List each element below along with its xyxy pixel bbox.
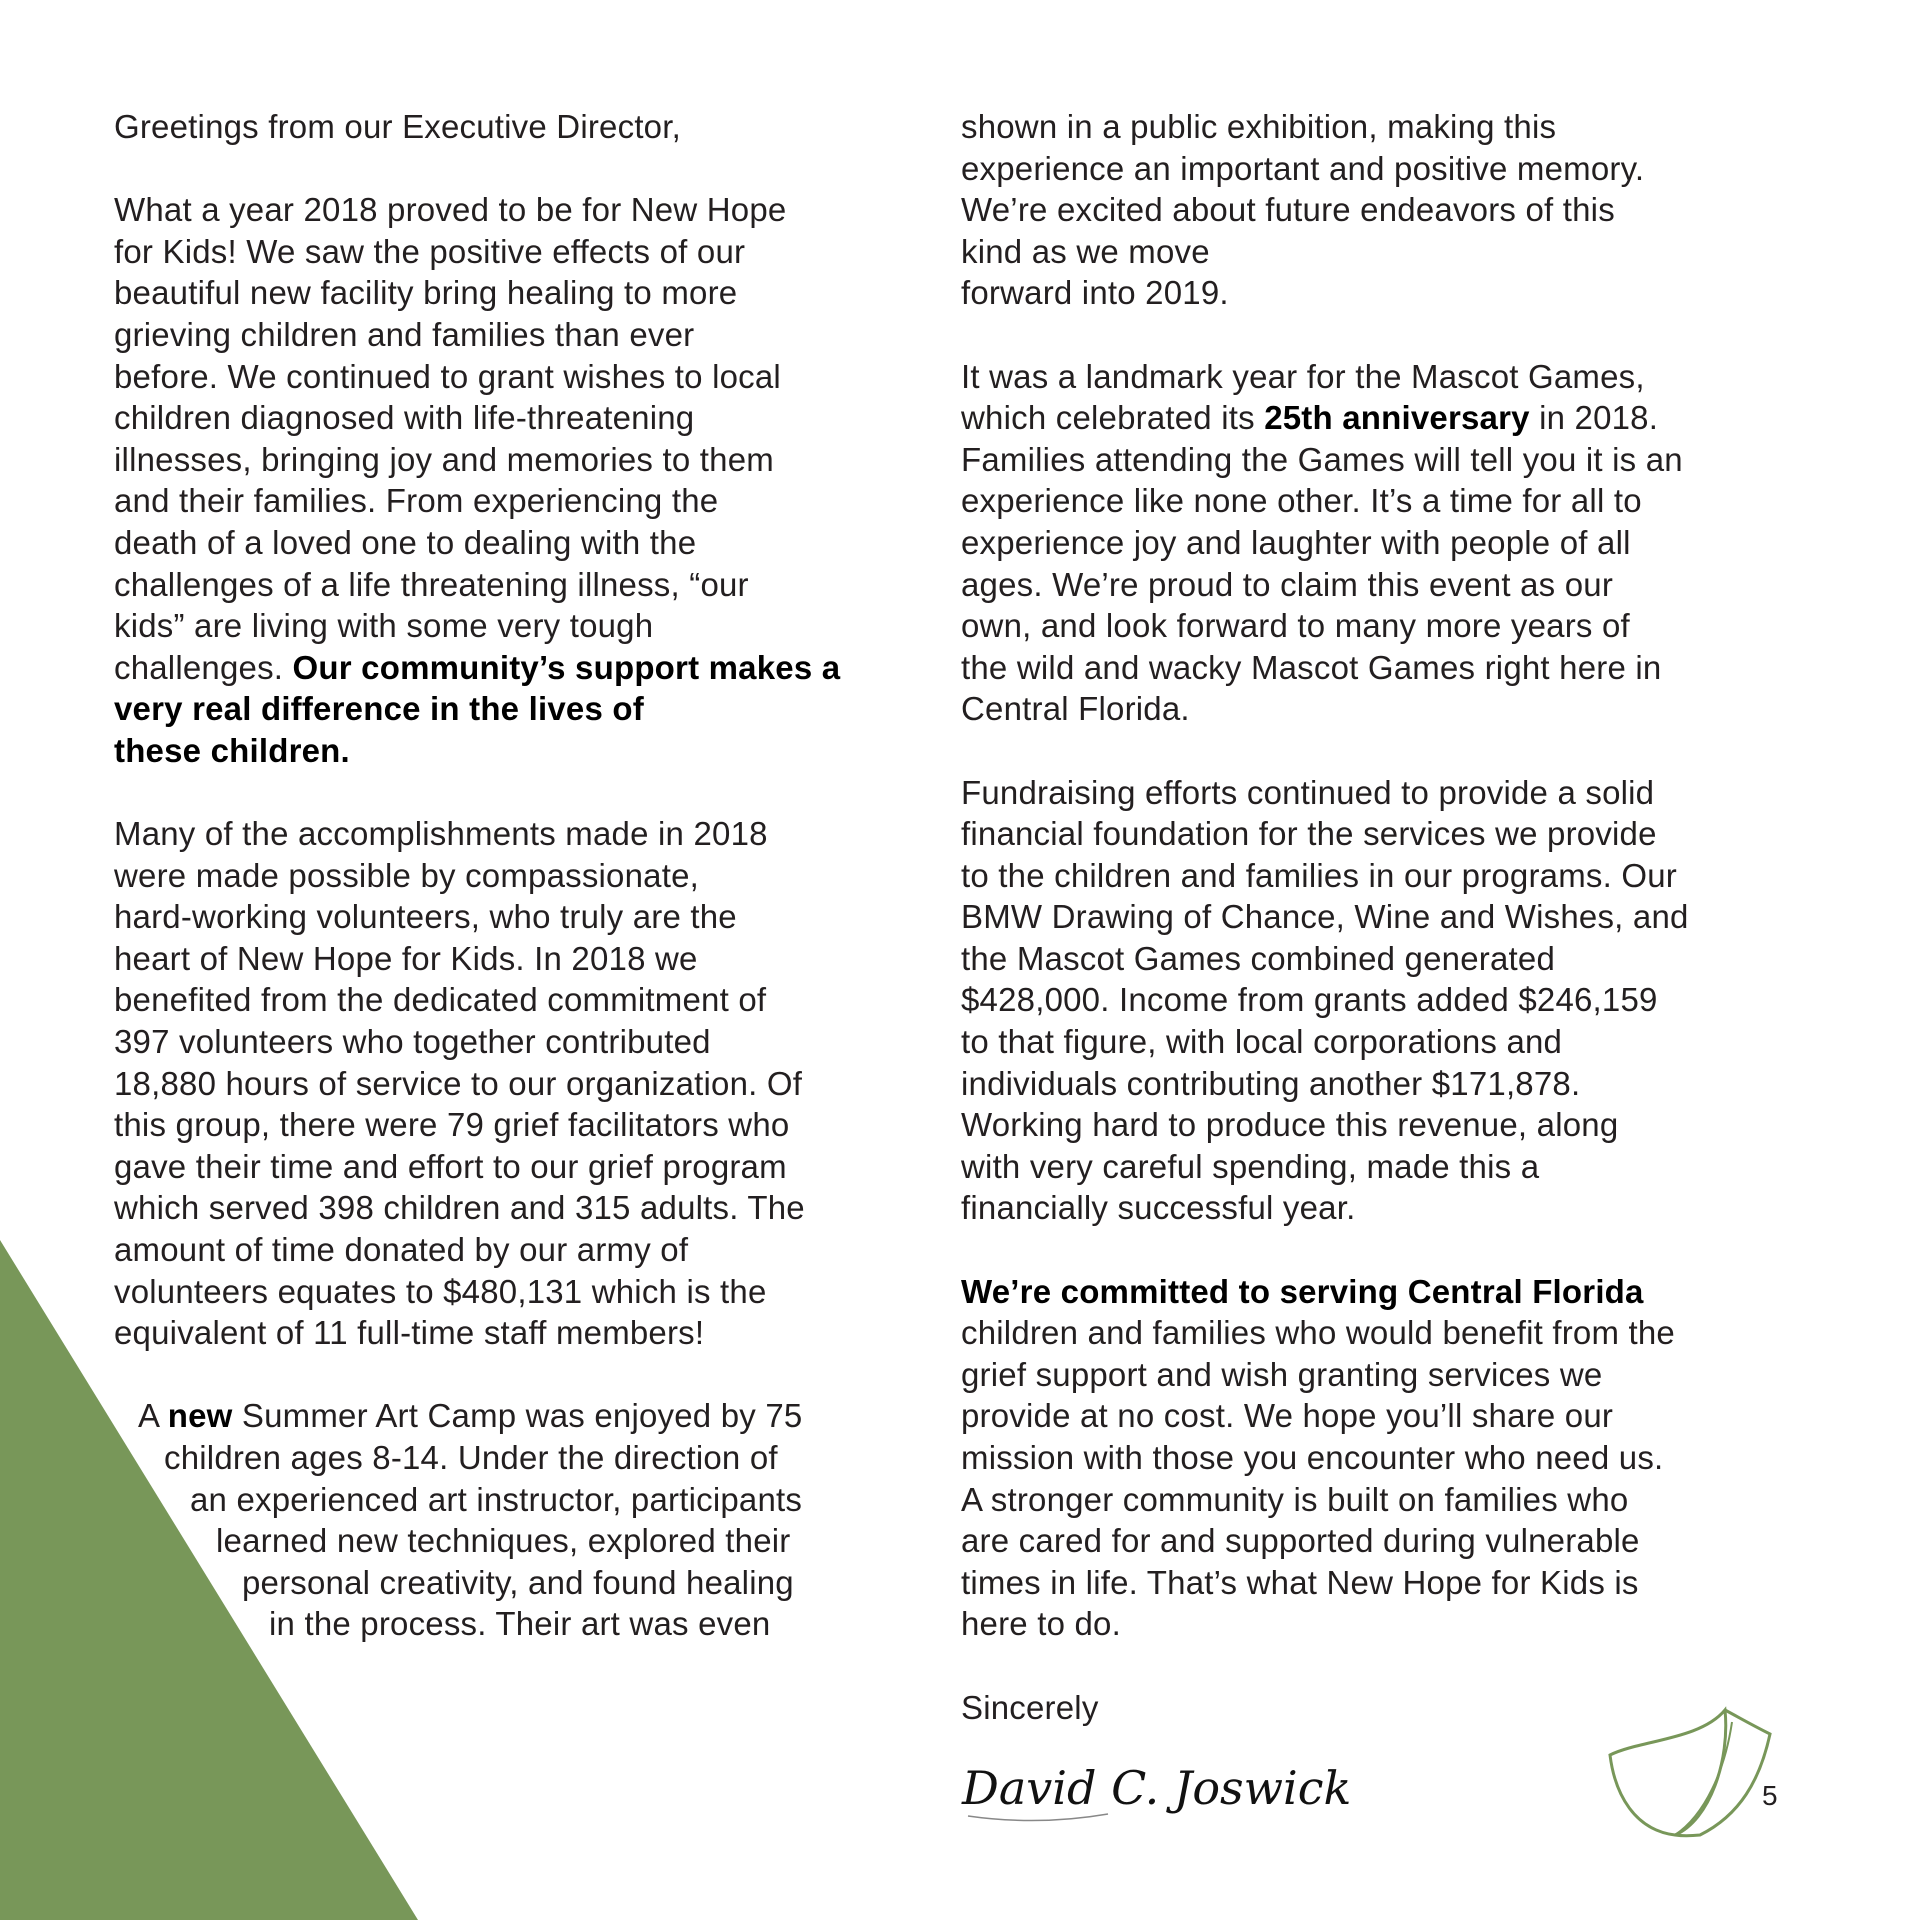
paragraph-fundraising [961,772,1861,1230]
text-line: forward into 2019. [961,274,1229,312]
bold-highlight: 25th anniversary [1264,399,1530,437]
text-line: benefited from the dedicated commitment of [114,981,767,1019]
text-line: which served 398 children and 315 adults. The [114,1189,805,1227]
text-line: the wild and wacky Mascot Games right here in [961,648,1662,686]
text-line: Central Florida. [961,690,1190,728]
text-line [114,647,934,689]
text-line: gave their time and effort to our grief program [114,1147,787,1185]
text-line: times in life. That’s what New Hope for Kids is [961,1563,1639,1601]
text-line: ages. We’re proud to claim this event as our [961,565,1614,603]
text-line: children and families who would benefit from the [961,1314,1675,1352]
text-line: experience joy and laughter with people of all [961,523,1631,561]
text-line: the Mascot Games combined generated [961,939,1555,977]
greeting-line: Greetings from our Executive Director, [114,108,681,145]
text-line: personal creativity, and found healing [242,1563,794,1601]
closing-text: Sincerely [961,1688,1099,1726]
text-line: kids” are living with some very tough [114,607,654,645]
text-line: and their families. From experiencing the [114,482,719,520]
text-line: kind as we move [961,232,1210,270]
text-line [961,397,1861,439]
leaf-icon [1600,1700,1780,1860]
text-line: for Kids! We saw the positive effects of our [114,232,746,270]
text-line: individuals contributing another $171,878. [961,1064,1581,1102]
text-line: hard-working volunteers, who truly are the [114,898,737,936]
bold-highlight: new [167,1397,233,1435]
text-line: $428,000. Income from grants added $246,159 [961,981,1658,1019]
text-line: to the children and families in our programs. Our [961,856,1677,894]
text-line: to that figure, with local corporations and [961,1023,1563,1061]
text-line: own, and look forward to many more years of [961,607,1630,645]
text-line: with very careful spending, made this a [961,1147,1540,1185]
text-line: 397 volunteers who together contributed [114,1023,711,1061]
text-line: before. We continued to grant wishes to local [114,357,781,395]
text-line: provide at no cost. We hope you’ll share our [961,1397,1614,1435]
left-column [114,106,934,1687]
text-line: experience an important and positive memory. [961,149,1645,187]
text-plain: A [138,1397,168,1435]
text-line: Many of the accomplishments made in 2018 [114,815,768,853]
text-line: 18,880 hours of service to our organization. Of [114,1064,803,1102]
text-line: BMW Drawing of Chance, Wine and Wishes, and [961,898,1689,936]
text-line: children ages 8-14. Under the direction of [164,1439,778,1476]
text-line: here to do. [961,1605,1121,1643]
paragraph-continued [961,106,1861,314]
text-line: financial foundation for the services we provide [961,815,1657,853]
text-line: Families attending the Games will tell you it is an [961,440,1683,478]
right-column [961,106,1861,1770]
text-plain: in 2018. [1529,399,1659,437]
text-line: death of a loved one to dealing with the [114,523,697,561]
text-line: Working hard to produce this revenue, along [961,1106,1619,1144]
text-line: financially successful year. [961,1189,1356,1227]
greeting [114,106,934,148]
text-line: this group, there were 79 grief facilitators who [114,1106,790,1144]
text-plain: Summer Art Camp was enjoyed by 75 [232,1397,803,1435]
text-line: beautiful new facility bring healing to more [114,274,738,312]
bold-highlight: these children. [114,731,350,769]
paragraph-1 [114,189,934,771]
text-line: challenges of a life threatening illness, “our [114,565,749,603]
signature [958,1738,1352,1848]
text-line [114,1395,934,1437]
text-line: shown in a public exhibition, making this [961,108,1557,145]
bold-highlight: very real difference in the lives of [114,690,644,728]
text-line: We’re excited about future endeavors of this [961,191,1615,229]
text-line: A stronger community is built on families who [961,1480,1629,1518]
text-line: learned new techniques, explored their [216,1522,791,1560]
text-line: amount of time donated by our army of [114,1231,689,1269]
page-number: 5 [1762,1780,1778,1811]
bold-highlight: We’re committed to serving Central Florida [961,1272,1644,1310]
text-line: illnesses, bringing joy and memories to them [114,440,774,478]
paragraph-3 [114,1395,934,1645]
paragraph-mascot-games [961,356,1861,730]
paragraph-2 [114,813,934,1354]
text-line: equivalent of 11 full-time staff members! [114,1314,705,1352]
paragraph-commitment [961,1271,1861,1645]
text-line: mission with those you encounter who need us. [961,1439,1664,1476]
text-plain: which celebrated its [961,399,1265,437]
bold-highlight: Our community’s support makes a [292,648,841,686]
text-line: volunteers equates to $480,131 which is the [114,1272,767,1310]
signature-text: David C. Joswick [962,1761,1352,1815]
text-line: were made possible by compassionate, [114,856,700,894]
text-line: in the process. Their art was even [269,1605,771,1643]
text-line: experience like none other. It’s a time for all to [961,482,1642,520]
text-line: What a year 2018 proved to be for New Hope [114,191,787,229]
text-line: grief support and wish granting services we [961,1355,1603,1393]
text-line: are cared for and supported during vulnerable [961,1522,1640,1560]
text-line: Fundraising efforts continued to provide a solid [961,773,1655,811]
text-plain: challenges. [114,648,293,686]
text-line: grieving children and families than ever [114,315,695,353]
text-line: It was a landmark year for the Mascot Games, [961,357,1645,395]
text-line: children diagnosed with life-threatening [114,399,695,437]
text-line: an experienced art instructor, participants [190,1480,803,1518]
text-line: heart of New Hope for Kids. In 2018 we [114,939,698,977]
